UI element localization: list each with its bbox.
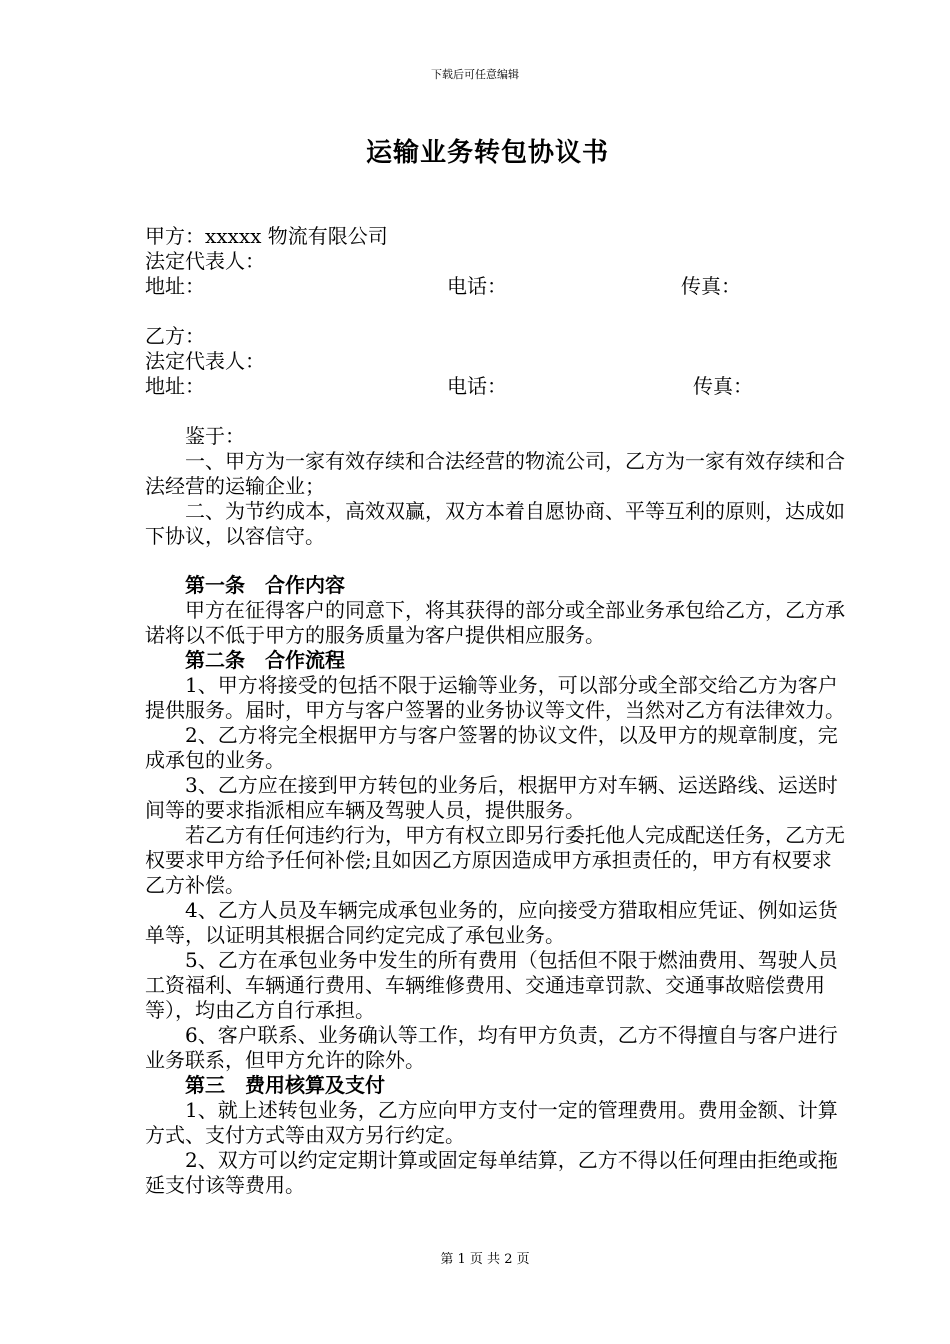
- party-a-fax: 传真：: [681, 274, 741, 298]
- article-paragraph: 2、双方可以约定定期计算或固定每单结算，乙方不得以任何理由拒绝或拖延支付该等费用。: [145, 1148, 838, 1197]
- whereas-section: [145, 424, 845, 549]
- party-a-address: 地址：: [145, 274, 205, 298]
- article-paragraph: 2、乙方将完全根据甲方与客户签署的协议文件，以及甲方的规章制度，完成承包的业务。: [145, 723, 838, 772]
- party-a-name: 甲方：xxxxx 物流有限公司: [145, 224, 388, 248]
- article-paragraph: 5、乙方在承包业务中发生的所有费用（包括但不限于燃油费用、驾驶人员工资福利、车辆通行费用、车辆维修费用、交通违章罚款、交通事故赔偿费用等），均由乙方自行承担。: [145, 948, 838, 1022]
- party-b-legal-rep: 法定代表人：: [145, 349, 265, 373]
- page-header: 下载后可任意编辑: [431, 68, 519, 81]
- whereas-paragraph: 一、甲方为一家有效存续和合法经营的物流公司，乙方为一家有效存续和合法经营的运输企业；: [145, 449, 845, 498]
- article-heading: 第三 费用核算及支付: [185, 1073, 385, 1097]
- article-paragraph: 1、甲方将接受的包括不限于运输等业务，可以部分或全部交给乙方为客户提供服务。届时，甲方与客户签署的业务协议等文件，当然对乙方有法律效力。: [145, 673, 845, 722]
- articles-section: [145, 573, 845, 1198]
- whereas-paragraph: 二、为节约成本，高效双赢，双方本着自愿协商、平等互利的原则，达成如下协议，以容信守。: [145, 499, 845, 548]
- party-b-contact-row: [145, 374, 845, 399]
- party-b-phone: 电话：: [447, 374, 507, 398]
- party-b-section: [145, 324, 845, 399]
- party-a-phone: 电话：: [447, 274, 507, 298]
- party-a-section: [145, 224, 845, 299]
- party-b-fax: 传真：: [693, 374, 753, 398]
- article-paragraph: 若乙方有任何违约行为，甲方有权立即另行委托他人完成配送任务，乙方无权要求甲方给予任何补偿;且如因乙方原因造成甲方承担责任的，甲方有权要求乙方补偿。: [145, 823, 845, 897]
- whereas-intro: 鉴于：: [185, 424, 245, 448]
- article-heading: 第二条 合作流程: [185, 648, 345, 672]
- article-paragraph: 6、客户联系、业务确认等工作，均有甲方负责，乙方不得擅自与客户进行业务联系，但甲方允许的除外。: [145, 1023, 838, 1072]
- article-paragraph: 1、就上述转包业务，乙方应向甲方支付一定的管理费用。费用金额、计算方式、支付方式等由双方另行约定。: [145, 1098, 838, 1147]
- article-paragraph: 4、乙方人员及车辆完成承包业务的，应向接受方猎取相应凭证、例如运货单等，以证明其根据合同约定完成了承包业务。: [145, 898, 838, 947]
- party-b-name: 乙方：: [145, 324, 205, 348]
- party-b-address: 地址：: [145, 374, 205, 398]
- party-a-legal-rep: 法定代表人：: [145, 249, 265, 273]
- article-heading: 第一条 合作内容: [185, 573, 345, 597]
- party-a-contact-row: [145, 274, 845, 299]
- document-title: 运输业务转包协议书: [365, 138, 609, 168]
- article-paragraph: 3、乙方应在接到甲方转包的业务后，根据甲方对车辆、运送路线、运送时间等的要求指派相应车辆及驾驶人员，提供服务。: [145, 773, 838, 822]
- page-footer: 第 1 页 共 2 页: [440, 1252, 530, 1267]
- article-paragraph: 甲方在征得客户的同意下，将其获得的部分或全部业务承包给乙方，乙方承诺将以不低于甲方的服务质量为客户提供相应服务。: [145, 598, 845, 647]
